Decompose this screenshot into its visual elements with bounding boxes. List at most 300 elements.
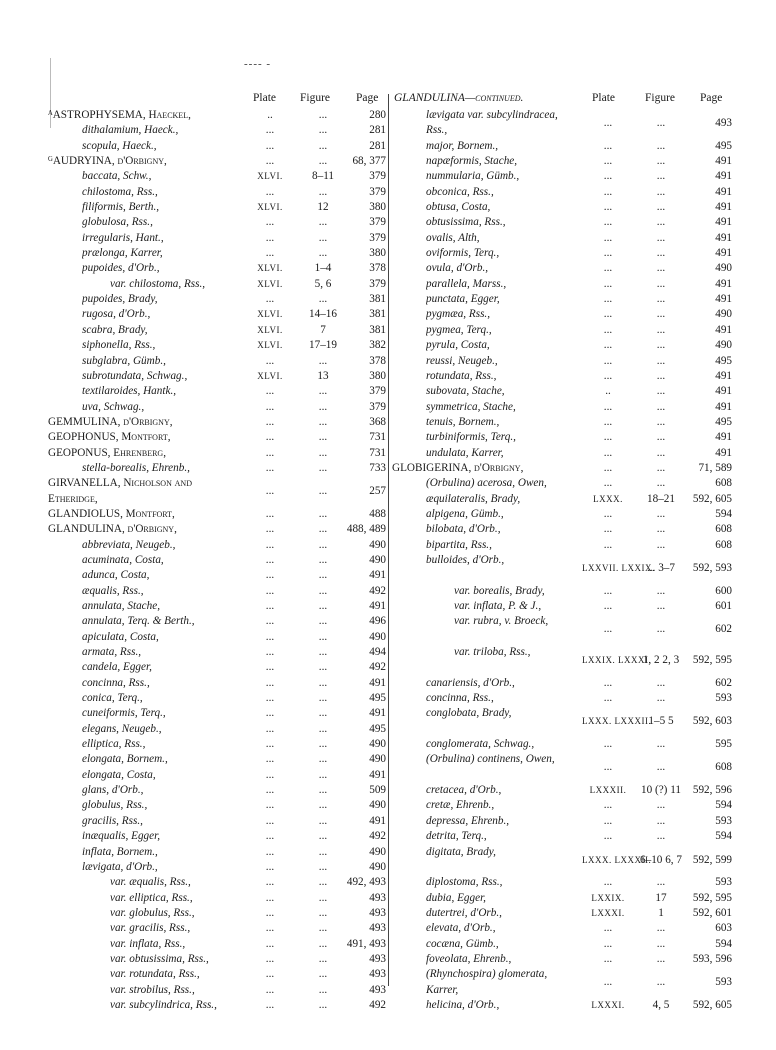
entry-name: (Orbulina) acerosa, Owen, (426, 477, 547, 490)
entry-name: var. globulus, Rss., (110, 906, 195, 919)
entry-name: undulata, Karrer, (426, 446, 504, 459)
figure-cell: ... (656, 976, 666, 989)
entry-name: bipartita, Rss., (426, 538, 492, 551)
page-cell: 491 (715, 400, 732, 413)
right-column (392, 92, 732, 1013)
entry-name: inæqualis, Egger, (82, 830, 161, 843)
entry-name: baccata, Schw., (82, 170, 152, 183)
entry-name: napæformis, Stache, (426, 155, 518, 168)
figure-cell: ... (318, 538, 328, 551)
index-entry (48, 814, 386, 829)
page-cell: 381 (369, 308, 386, 321)
index-entry (392, 108, 732, 139)
page-cell: 594 (715, 830, 732, 843)
figure-cell: 14–16 (309, 308, 337, 321)
entry-name: var. elliptica, Rss., (110, 891, 193, 904)
plate-cell: ... (265, 784, 275, 797)
plate-cell: XLVI. (257, 324, 283, 335)
page-cell: 378 (369, 262, 386, 275)
index-entry (48, 614, 386, 629)
plate-cell: ... (603, 277, 613, 290)
index-entry (48, 568, 386, 583)
index-entry (392, 261, 732, 276)
page-cell: 600 (715, 584, 732, 597)
page-cell: 379 (369, 170, 386, 183)
figure-cell: ... (656, 117, 666, 129)
plate-cell: XLVI. (257, 309, 283, 320)
figure-cell: ... (656, 262, 666, 275)
index-entry (392, 691, 732, 706)
entry-name: var. chilostoma, Rss., (110, 277, 206, 290)
figure-cell: ... (318, 461, 328, 474)
page-cell: 379 (369, 400, 386, 413)
index-entry (48, 261, 386, 276)
plate-cell: ... (603, 761, 613, 774)
figure-cell: ... (656, 538, 666, 551)
index-entry (48, 292, 386, 307)
figure-cell: 17 (655, 891, 667, 904)
index-entry (48, 752, 386, 767)
entry-name: siphonella, Rss., (82, 339, 156, 352)
figure-cell: ... (318, 231, 328, 244)
entry-name: stella-borealis, Ehrenb., (82, 461, 190, 474)
page-cell: 491 (369, 600, 386, 612)
plate-cell: XLVI. (257, 171, 283, 182)
index-entry (48, 430, 386, 445)
figure-cell: ... (318, 661, 328, 674)
entry-name: chilostoma, Rss., (82, 185, 158, 198)
page-cell: 493 (369, 891, 386, 904)
index-entry (48, 875, 386, 890)
figure-cell: ... (656, 692, 666, 705)
index-entry (48, 154, 386, 169)
page-cell: 281 (369, 124, 386, 137)
index-entry (392, 415, 732, 430)
page-cell: 381 (369, 323, 386, 336)
page-cell: 731 (369, 431, 386, 444)
page-header: Page (700, 92, 723, 104)
figure-cell: 7 (320, 323, 326, 336)
page-cell: 491 (369, 676, 386, 689)
index-entry (392, 952, 732, 967)
index-entry (48, 200, 386, 215)
plate-cell: ... (265, 507, 275, 520)
figure-cell: ... (318, 569, 328, 582)
page-cell: 592, 596 (692, 784, 732, 797)
index-entry (48, 139, 386, 154)
entry-name: cuneiformis, Terq., (82, 707, 166, 720)
entry-name: diplostoma, Rss., (426, 876, 503, 889)
index-entry (48, 630, 386, 645)
entry-name: apiculata, Costa, (82, 630, 159, 643)
page-cell: 491 (715, 431, 732, 444)
page-cell: 379 (369, 185, 386, 198)
plate-cell: ... (265, 676, 275, 689)
index-entry (392, 676, 732, 691)
entry-name: concinna, Rss., (426, 692, 494, 705)
figure-cell: ... (318, 707, 328, 720)
entry-name: candela, Egger, (82, 661, 152, 674)
plate-cell: ... (265, 553, 275, 566)
plate-cell: ... (603, 323, 613, 336)
page-cell: 368 (369, 415, 386, 428)
index-entry (48, 169, 386, 184)
page-cell: 602 (715, 623, 732, 636)
index-entry (392, 492, 732, 507)
plate-cell: ... (265, 661, 275, 674)
page-cell: 592, 601 (692, 906, 732, 919)
plate-cell: ... (603, 139, 613, 152)
page-cell: 608 (715, 538, 732, 551)
entry-name: major, Bornem., (426, 139, 499, 152)
entry-name: ovalis, Alth, (426, 231, 480, 244)
page-cell: 379 (369, 216, 386, 229)
plate-cell: LXXX. (593, 493, 623, 504)
index-entry (48, 983, 386, 998)
plate-cell: ... (265, 247, 275, 260)
entry-name: elevata, d'Orb., (426, 922, 496, 935)
page-cell: 491 (715, 185, 732, 198)
page-header: Page (356, 92, 379, 104)
plate-cell: ... (265, 998, 275, 1011)
page-cell: 608 (715, 477, 732, 490)
entry-name: symmetrica, Stache, (426, 400, 516, 413)
index-entry (392, 814, 732, 829)
entry-name: digitata, Brady, (426, 845, 496, 858)
index-entry (392, 354, 732, 369)
entry-name: var. æqualis, Rss., (110, 876, 191, 889)
entry-name: dithalamium, Haeck., (82, 124, 179, 137)
index-entry (48, 829, 386, 844)
page-cell: 491 (715, 277, 732, 290)
page-cell: 593 (715, 814, 732, 827)
figure-cell: ... (656, 415, 666, 428)
page-cell: 491 (369, 707, 386, 720)
entry-name: dutertrei, d'Orb., (426, 906, 502, 919)
figure-cell: ... (656, 446, 666, 459)
plate-cell: ... (265, 461, 275, 474)
index-entry (392, 338, 732, 353)
index-entry (392, 384, 732, 399)
plate-cell: ... (265, 231, 275, 244)
index-entry (392, 369, 732, 384)
figure-cell: ... (318, 507, 328, 520)
left-header (48, 92, 386, 108)
figure-cell: ... (656, 952, 666, 965)
figure-cell: ... (318, 646, 328, 659)
index-entry (392, 829, 732, 844)
entry-name: var. obtusissima, Rss., (110, 952, 209, 965)
figure-cell: 1–5 5 (648, 715, 674, 728)
entry-name: subrotundata, Schwag., (82, 369, 188, 382)
plate-cell: LXXXI. (591, 999, 625, 1010)
entry-name: var. inflata, P. & J., (454, 600, 542, 612)
plate-cell: ... (265, 845, 275, 858)
entry-name: lævigata var. subcylindracea, Rss., (426, 109, 558, 137)
plate-cell: ... (265, 600, 275, 612)
figure-cell: ... (318, 584, 328, 597)
entry-name: obtusa, Costa, (426, 201, 491, 214)
page-cell: 380 (369, 369, 386, 382)
entry-name: æqualis, Rss., (82, 584, 144, 597)
plate-header: Plate (253, 92, 276, 104)
figure-cell: ... (318, 385, 328, 398)
plate-cell: ... (603, 431, 613, 444)
figure-cell: 10 (?) 11 (641, 784, 681, 797)
page-cell: 608 (715, 523, 732, 536)
page-cell: 603 (715, 922, 732, 935)
figure-cell: ... (656, 201, 666, 214)
page-cell: 593 (715, 876, 732, 889)
page-cell: 601 (715, 600, 732, 612)
index-entry (392, 845, 732, 876)
entry-name: var. subcylindrica, Rss., (110, 998, 217, 1011)
entry-name: var. borealis, Brady, (454, 584, 545, 597)
index-entry (392, 215, 732, 230)
index-entry (48, 384, 386, 399)
page-cell: 733 (369, 461, 386, 474)
index-entry (48, 522, 386, 537)
figure-cell: ... (656, 139, 666, 152)
plate-cell: ... (603, 600, 613, 612)
page-cell: 382 (369, 339, 386, 352)
plate-cell: ... (265, 830, 275, 843)
index-entry (48, 369, 386, 384)
plate-cell: LXXIX. (591, 892, 625, 903)
page-cell: 592, 593 (692, 561, 732, 574)
index-entry (392, 292, 732, 307)
plate-cell: XLVI. (257, 263, 283, 274)
entry-name: elegans, Neugeb., (82, 722, 162, 735)
entry-name: ᴳAUDRYINA, d'Orbigny, (48, 155, 167, 168)
entry-name: cretacea, d'Orb., (426, 784, 502, 797)
page-cell: 492 (369, 661, 386, 674)
page-cell: 488, 489 (346, 523, 386, 536)
page-cell: 594 (715, 507, 732, 520)
left-column (48, 92, 386, 1013)
index-entry (392, 891, 732, 906)
plate-cell: ... (603, 354, 613, 367)
plate-cell: ... (603, 937, 613, 950)
entry-name: turbiniformis, Terq., (426, 431, 516, 444)
plate-cell: ... (265, 722, 275, 735)
entry-name: scabra, Brady, (82, 323, 148, 336)
figure-cell: ... (318, 615, 328, 628)
entry-name: concinna, Rss., (82, 676, 150, 689)
entry-name: gracilis, Rss., (82, 814, 143, 827)
index-entry (48, 415, 386, 430)
figure-cell: ... (318, 109, 328, 121)
page-cell: 592, 605 (692, 998, 732, 1011)
plate-cell: LXXX. LXXXII. (582, 854, 652, 865)
page-cell: 491 (369, 814, 386, 827)
index-entry (48, 246, 386, 261)
entry-name: var. rubra, v. Broeck, (454, 615, 549, 628)
figure-cell: 18–21 (647, 492, 675, 505)
entry-name: acuminata, Costa, (82, 553, 164, 566)
plate-cell: .. (605, 385, 611, 398)
figure-cell: 12 (317, 201, 329, 214)
figure-cell: ... (656, 623, 666, 636)
plate-cell: ... (603, 308, 613, 321)
figure-cell: ... (656, 830, 666, 843)
plate-cell: ... (603, 400, 613, 413)
page-cell: 593 (715, 692, 732, 705)
entry-name: var. triloba, Rss., (454, 646, 531, 659)
page-cell: 281 (369, 139, 386, 152)
page-cell: 257 (369, 485, 386, 498)
entry-name: GLOBIGERINA, d'Orbigny, (392, 461, 524, 474)
index-entry (48, 645, 386, 660)
page-cell: 491 (715, 155, 732, 168)
plate-cell: ... (265, 630, 275, 643)
page-cell: 490 (369, 553, 386, 566)
entry-name: GEOPONUS, Ehrenberg, (48, 446, 167, 459)
page-cell: 491 (715, 446, 732, 459)
entry-name: var. inflata, Rss., (110, 937, 186, 950)
index-entry (48, 998, 386, 1013)
plate-cell: ... (603, 461, 613, 474)
entry-name: reussi, Neugeb., (426, 354, 498, 367)
index-entry (392, 154, 732, 169)
entry-name: GEOPHONUS, Montfort, (48, 431, 171, 444)
entry-name: lævigata, d'Orb., (82, 860, 158, 873)
figure-cell: ... (318, 845, 328, 858)
figure-cell: ... (318, 523, 328, 536)
index-entry (392, 937, 732, 952)
figure-cell: ... (318, 738, 328, 751)
page-cell: 381 (369, 293, 386, 306)
index-entry (48, 354, 386, 369)
index-entry (48, 108, 386, 123)
column-divider (388, 94, 389, 986)
page-cell: 490 (369, 738, 386, 751)
figure-cell: ... (656, 507, 666, 520)
page-cell: 490 (369, 538, 386, 551)
index-entry (48, 967, 386, 982)
entry-name: var. rotundata, Rss., (110, 968, 200, 981)
index-entry (48, 768, 386, 783)
figure-cell: ... (656, 937, 666, 950)
index-entry (48, 323, 386, 338)
entry-name: bilobata, d'Orb., (426, 523, 501, 536)
figure-cell: ... (318, 799, 328, 812)
plate-cell: ... (603, 952, 613, 965)
index-entry (392, 921, 732, 936)
page-cell: 71, 589 (698, 461, 732, 474)
index-entry (392, 584, 732, 599)
plate-cell: .. (267, 109, 273, 121)
entry-name: armata, Rss., (82, 646, 142, 659)
figure-cell: ... (656, 293, 666, 306)
plate-cell: ... (265, 646, 275, 659)
plate-header: Plate (592, 92, 615, 104)
entry-name: punctata, Egger, (426, 293, 500, 306)
index-entry (392, 430, 732, 445)
figure-cell: 1–4 (314, 262, 332, 275)
page-cell: 491 (369, 569, 386, 582)
page-cell: 379 (369, 277, 386, 290)
index-entry (392, 307, 732, 322)
page-cell: 491, 493 (346, 937, 386, 950)
entry-name: cocæna, Gümb., (426, 937, 499, 950)
plate-cell: ... (265, 185, 275, 198)
page-cell: 378 (369, 354, 386, 367)
page-cell: 490 (369, 753, 386, 766)
plate-cell: ... (603, 876, 613, 889)
figure-cell: ... (656, 922, 666, 935)
index-entry (48, 660, 386, 675)
figure-cell: ... (318, 814, 328, 827)
index-entry (392, 323, 732, 338)
page-cell: 491 (715, 385, 732, 398)
index-entry (48, 123, 386, 138)
index-entry (48, 860, 386, 875)
entry-name: GIRVANELLA, Nicholson and Etheridge, (48, 477, 192, 505)
page-cell: 492 (369, 998, 386, 1011)
figure-header: Figure (645, 92, 676, 104)
figure-cell: ... (656, 323, 666, 336)
figure-cell: ... (318, 906, 328, 919)
index-entry (392, 200, 732, 215)
entry-name: canariensis, d'Orb., (426, 676, 515, 689)
index-entry (48, 584, 386, 599)
page-cell: 602 (715, 676, 732, 689)
entry-name: oviformis, Terq., (426, 247, 500, 260)
index-entry (48, 845, 386, 860)
entry-name: rotundata, Rss., (426, 369, 497, 382)
plate-cell: ... (265, 968, 275, 981)
page-cell: 491 (715, 170, 732, 183)
page-cell: 608 (715, 761, 732, 774)
page-cell: 490 (715, 262, 732, 275)
entry-name: scopula, Haeck., (82, 139, 157, 152)
page-cell: 490 (715, 308, 732, 321)
index-entry (392, 400, 732, 415)
figure-cell: ... (656, 354, 666, 367)
page-cell: 380 (369, 201, 386, 214)
figure-cell: ... (318, 400, 328, 413)
index-entry (392, 967, 732, 998)
entry-name: obtusissima, Rss., (426, 216, 506, 229)
plate-cell: ... (265, 906, 275, 919)
figure-cell: ... (656, 369, 666, 382)
page-cell: 491 (715, 216, 732, 229)
page-cell: 280 (369, 109, 386, 121)
index-entry (48, 952, 386, 967)
index-entry (392, 875, 732, 890)
index-entry (48, 476, 386, 507)
plate-cell: ... (603, 293, 613, 306)
plate-cell: ... (265, 738, 275, 751)
entry-name: elongata, Costa, (82, 768, 156, 781)
figure-cell: ... (318, 415, 328, 428)
plate-cell: XLVI. (257, 340, 283, 351)
plate-cell: ... (603, 830, 613, 843)
plate-cell: LXXXII. (589, 785, 627, 796)
entry-name: æquilateralis, Brady, (426, 492, 521, 505)
figure-cell: ... 3–7 (647, 561, 675, 574)
entry-name: conica, Terq., (82, 692, 143, 705)
page-cell: 593, 596 (692, 952, 732, 965)
entry-name: pyrula, Costa, (426, 339, 490, 352)
page-cell: 493 (369, 922, 386, 935)
figure-cell: ... (656, 339, 666, 352)
index-entry (392, 737, 732, 752)
index-entry (48, 906, 386, 921)
entry-name: conglobata, Brady, (426, 707, 512, 720)
figure-cell: ... (656, 814, 666, 827)
